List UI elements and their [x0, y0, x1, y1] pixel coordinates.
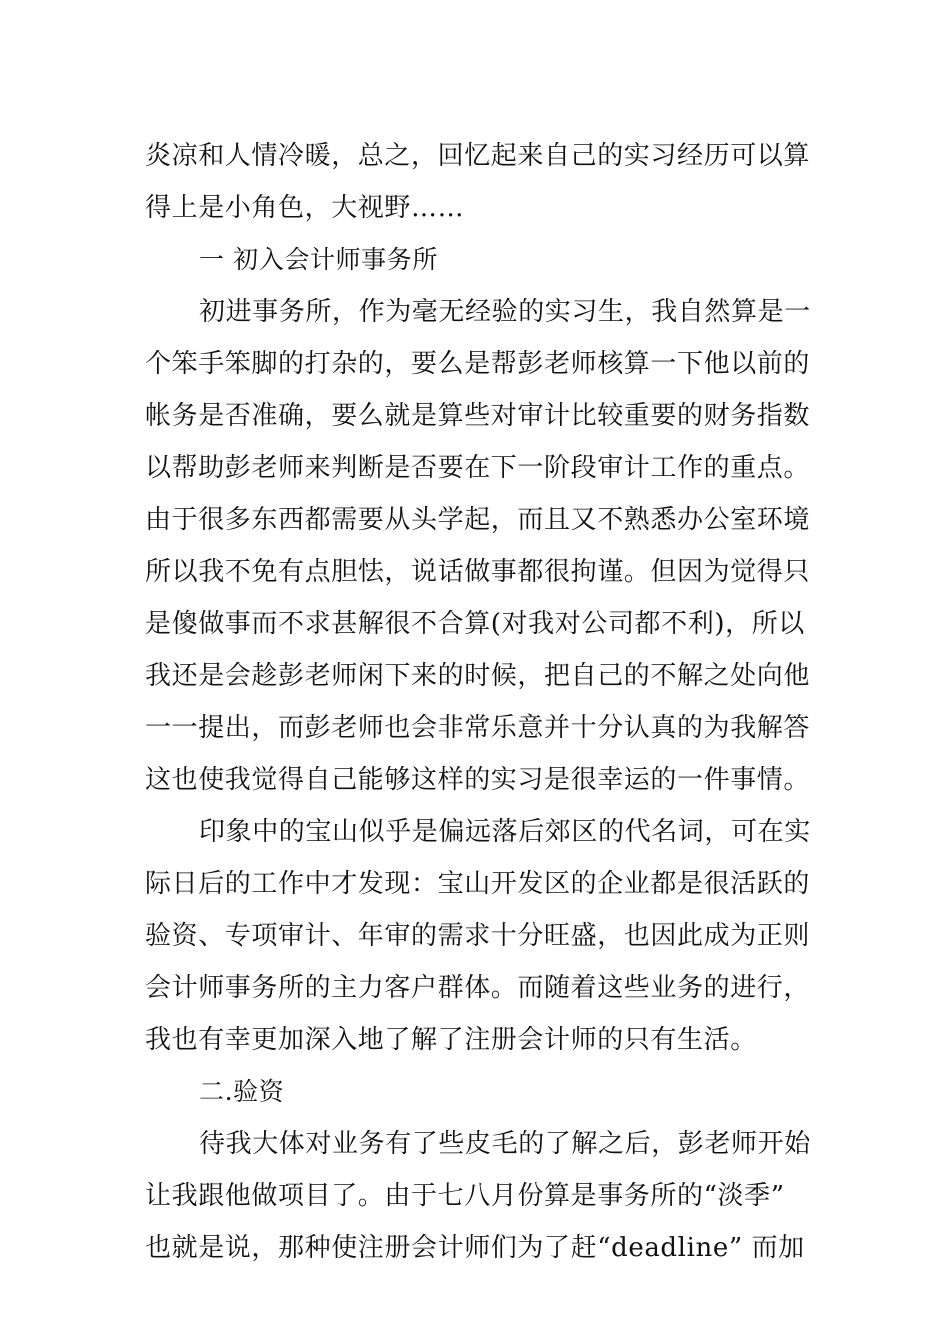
- text-line: 由于很多东西都需要从头学起，而且又不熟悉办公室环境: [145, 505, 811, 535]
- text-line: 我还是会趁彭老师闲下来的时候，把自己的不解之处向他: [145, 661, 811, 691]
- text-line: 待我大体对业务有了些皮毛的了解之后，彭老师开始: [199, 1129, 811, 1159]
- text-line: 我也有幸更加深入地了解了注册会计师的只有生活。: [145, 1025, 757, 1055]
- text-line: 际日后的工作中才发现：宝山开发区的企业都是很活跃的: [145, 869, 811, 899]
- text-line: 帐务是否准确，要么就是算些对审计比较重要的财务指数: [145, 401, 811, 431]
- text-line: 一一提出，而彭老师也会非常乐意并十分认真的为我解答: [145, 713, 811, 743]
- text-line: 是傻做事而不求甚解很不合算(对我对公司都不利)，所以: [145, 609, 805, 639]
- text-line: 以帮助彭老师来判断是否要在下一阶段审计工作的重点。: [145, 453, 811, 483]
- text-line: 也就是说，那种使注册会计师们为了赶“deadline” 而加: [145, 1233, 805, 1263]
- document-body: [145, 130, 810, 1274]
- text-line: 会计师事务所的主力客户群体。而随着这些业务的进行，: [145, 973, 811, 1003]
- text-line: 炎凉和人情冷暖，总之，回忆起来自己的实习经历可以算: [145, 141, 811, 171]
- text-line: 个笨手笨脚的打杂的，要么是帮彭老师核算一下他以前的: [145, 349, 811, 379]
- section-heading-2: 二.验资: [199, 1077, 285, 1106]
- text-line: 得上是小角色，大视野……: [145, 193, 465, 223]
- section-heading-1: 一 初入会计师事务所: [199, 245, 438, 274]
- text-line: 印象中的宝山似乎是偏远落后郊区的代名词，可在实: [199, 817, 811, 847]
- text-line: 所以我不免有点胆怯，说话做事都很拘谨。但因为觉得只: [145, 557, 811, 587]
- text-line: 验资、专项审计、年审的需求十分旺盛，也因此成为正则: [145, 921, 811, 951]
- text-line: 让我跟他做项目了。由于七八月份算是事务所的“淡季”: [145, 1181, 785, 1211]
- text-line: 这也使我觉得自己能够这样的实习是很幸运的一件事情。: [145, 765, 811, 795]
- text-line: 初进事务所，作为毫无经验的实习生，我自然算是一: [199, 297, 811, 327]
